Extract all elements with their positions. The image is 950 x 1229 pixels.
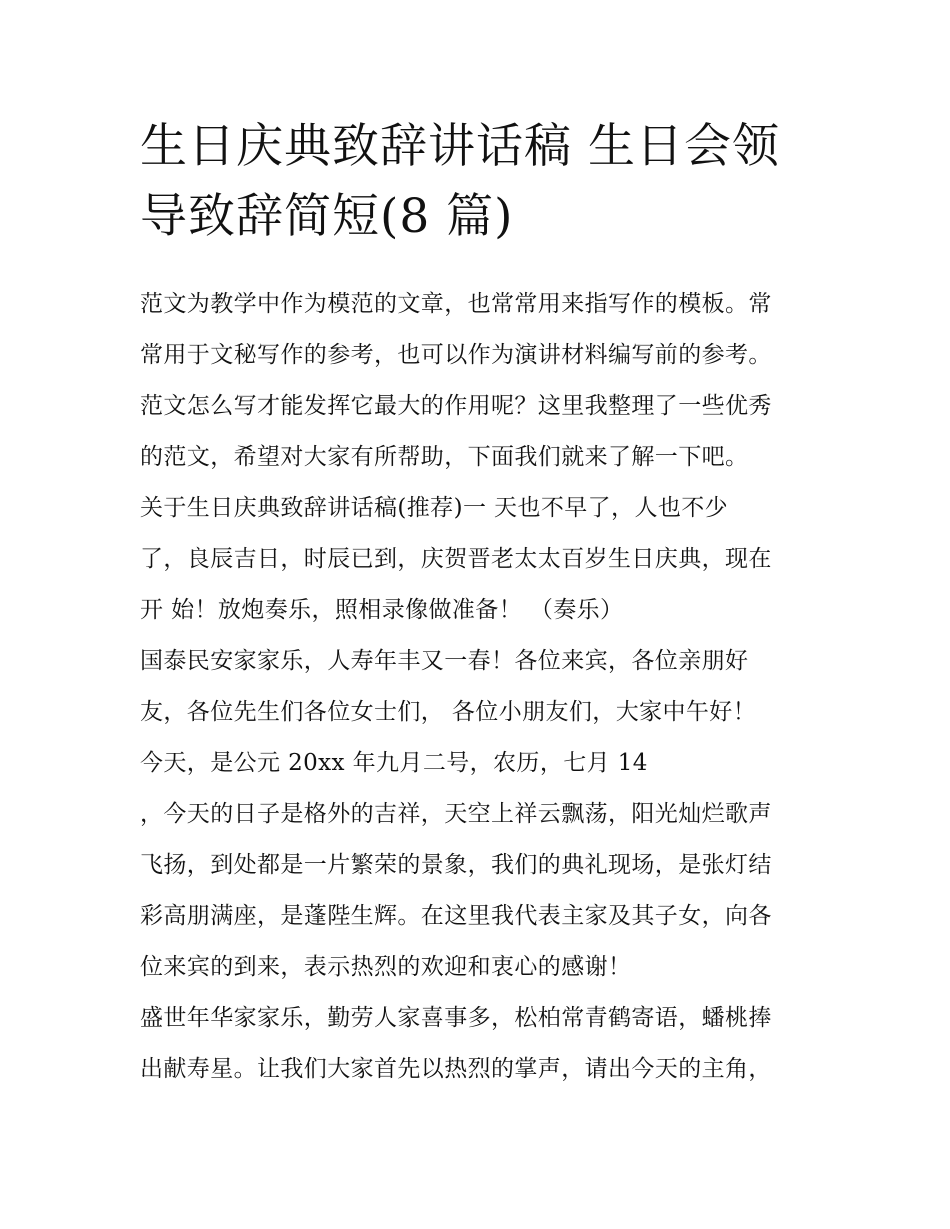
text-line: 了，良辰吉日，时辰已到，庆贺晋老太太百岁生日庆典，现在 <box>140 546 772 572</box>
text-line: 彩高朋满座，是蓬陛生辉。在这里我代表主家及其子女，向各 <box>140 903 772 929</box>
text-line: 范文怎么写才能发挥它最大的作用呢？这里我整理了一些优秀 <box>140 393 772 419</box>
text-line: 关于生日庆典致辞讲话稿(推荐)一 天也不早了，人也不少 <box>140 495 729 521</box>
text-line: 今天，是公元 20xx 年九月二号，农历，七月 14 <box>140 750 648 776</box>
text-line: 盛世年华家家乐，勤劳人家喜事多，松柏常青鹤寄语，蟠桃捧 <box>140 1005 772 1031</box>
text-line: 常用于文秘写作的参考，也可以作为演讲材料编写前的参考。 <box>140 342 772 368</box>
title-line-1: 生日庆典致辞讲话稿 生日会领 <box>140 119 780 174</box>
text-line: 范文为教学中作为模范的文章，也常常用来指写作的模板。常 <box>140 291 772 317</box>
text-line: 开 始！放炮奏乐，照相录像做准备！ （奏乐） <box>140 597 624 623</box>
body-text <box>140 279 820 1095</box>
text-line: 出献寿星。让我们大家首先以热烈的掌声，请出今天的主角， <box>140 1056 772 1082</box>
text-line: 的范文，希望对大家有所帮助，下面我们就来了解一下吧。 <box>140 444 749 470</box>
text-line: 飞扬，到处都是一片繁荣的景象，我们的典礼现场，是张灯结 <box>140 852 772 878</box>
text-line: 位来宾的到来，表示热烈的欢迎和衷心的感谢！ <box>140 954 632 980</box>
text-line: 国泰民安家家乐，人寿年丰又一春！各位来宾，各位亲朋好 <box>140 648 749 674</box>
text-line: 友，各位先生们各位女士们， 各位小朋友们，大家中午好！ <box>140 699 757 725</box>
document-title <box>140 112 820 252</box>
text-line: ，今天的日子是格外的吉祥，天空上祥云飘荡，阳光灿烂歌声 <box>140 801 772 827</box>
title-line-2: 导致辞简短(8 篇) <box>140 189 514 244</box>
